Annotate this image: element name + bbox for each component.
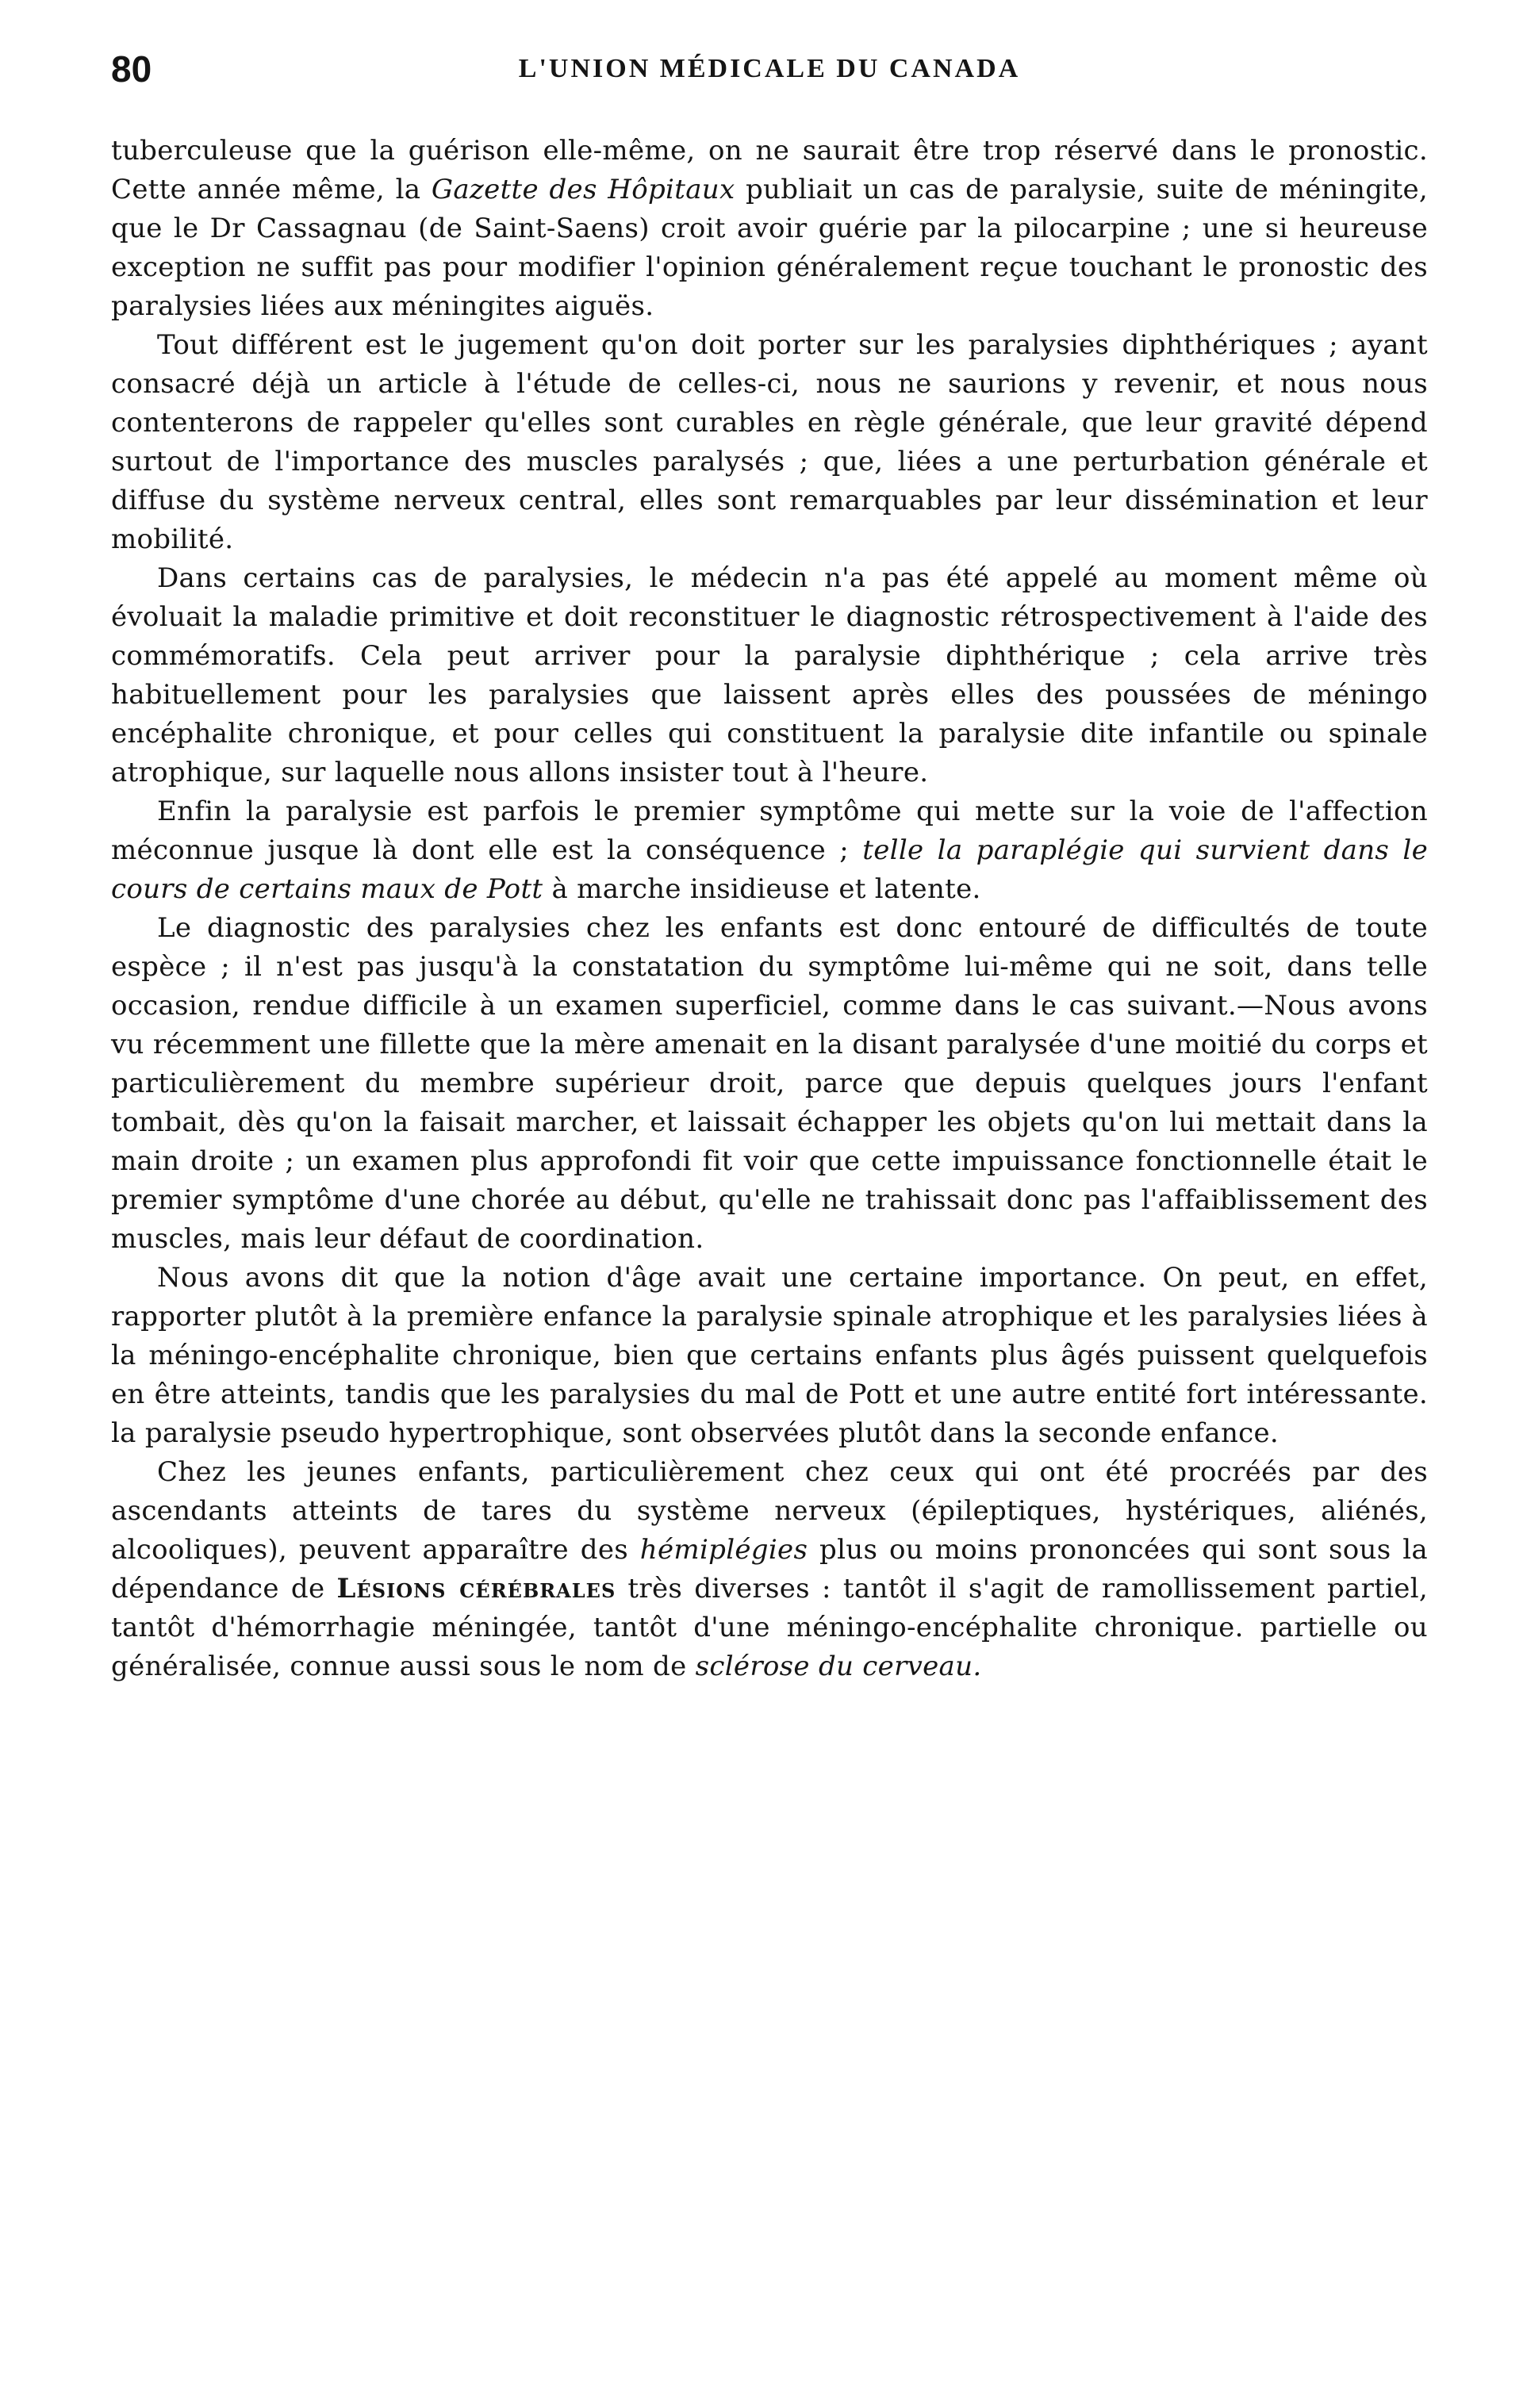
text-run: publiait un cas de paralysie, suite de méningite, que le Dr Cassagnau (de Saint-Saens) croit avoir guérie par la pilocarpine ; une si heureuse exception ne suffit pas pour modifier l'opinion généralement reçue touchant le pronostic des paralysies liées aux méningites aiguës. (111, 174, 1428, 322)
text-run: hémiplégies (639, 1534, 808, 1566)
text-run: tuberculeuse que la guérison elle-même, on ne saurait être trop réservé dans le pronostic. Cette année même, la (111, 135, 1428, 205)
text-run: Nous avons dit que la notion d'âge avait une certaine importance. On peut, en effet, rapporter plutôt à la première enfance la paralysie spinale atrophique et les paralysies liées à la méningo-encéphalite chronique, bien que certains enfants plus âgés puissent quelquefois en être atteints, tandis que les paralysies du mal de Pott et une autre entité fort intéressante. la paralysie pseudo hypertrophique, sont observées plutôt dans la seconde enfance. (111, 1262, 1428, 1449)
paragraph (111, 559, 1428, 792)
text-run: Gazette des Hôpitaux (431, 174, 735, 205)
text-run: à marche insidieuse et latente. (543, 873, 981, 905)
text-run: sclérose du cerveau. (695, 1651, 982, 1682)
paragraph (111, 1259, 1428, 1453)
page-number: 80 (111, 48, 152, 90)
body-text (111, 132, 1428, 1686)
journal-title: L'UNION MÉDICALE DU CANADA (518, 54, 1021, 83)
running-head (111, 48, 1428, 103)
text-run: Enfin la paralysie est parfois le premier symptôme qui mette sur la voie de l'affection méconnue jusque là dont elle est la conséquence ; (111, 796, 1428, 866)
paragraph (111, 792, 1428, 909)
paragraph (111, 326, 1428, 559)
text-run: telle la paraplégie qui survient dans le cours de certains maux de Pott (111, 834, 1428, 905)
paragraph (111, 132, 1428, 326)
text-run: plus ou moins prononcées qui sont sous la dépendance de (111, 1534, 1428, 1605)
text-run: très diverses : tantôt il s'agit de ramollissement partiel, tantôt d'hémorrhagie méningée, tantôt d'une méningo-encéphalite chronique. partielle ou généralisée, connue aussi sous le nom de (111, 1573, 1428, 1682)
text-run: Dans certains cas de paralysies, le médecin n'a pas été appelé au moment même où évoluait la maladie primitive et doit reconstituer le diagnostic rétrospectivement à l'aide des commémoratifs. Cela peut arriver pour la paralysie diphthérique ; cela arrive très habituellement pour les paralysies que laissent après elles des poussées de méningo encéphalite chronique, et pour celles qui constituent la paralysie dite infantile ou spinale atrophique, sur laquelle nous allons insister tout à l'heure. (111, 562, 1428, 788)
paragraph (111, 909, 1428, 1259)
text-run: Le diagnostic des paralysies chez les enfants est donc entouré de difficultés de toute espèce ; il n'est pas jusqu'à la constatation du symptôme lui-même qui ne soit, dans telle occasion, rendue difficile à un examen superficiel, comme dans le cas suivant.—Nous avons vu récemment une fillette que la mère amenait en la disant paralysée d'une moitié du corps et particulièrement du membre supérieur droit, parce que depuis quelques jours l'enfant tombait, dès qu'on la faisait marcher, et laissait échapper les objets qu'on lui mettait dans la main droite ; un examen plus approfondi fit voir que cette impuissance fonctionnelle était le premier symptôme d'une chorée au début, qu'elle ne trahissait donc pas l'affaiblissement des muscles, mais leur défaut de coordination. (111, 912, 1428, 1255)
paragraph (111, 1453, 1428, 1686)
text-run: Tout différent est le jugement qu'on doit porter sur les paralysies diphthériques ; ayant consacré déjà un article à l'étude de celles-ci, nous ne saurions y revenir, et nous nous contenterons de rappeler qu'elles sont curables en règle générale, que leur gravité dépend surtout de l'importance des muscles paralysés ; que, liées a une perturbation générale et diffuse du système nerveux central, elles sont remarquables par leur dissémination et leur mobilité. (111, 329, 1428, 555)
text-run: Lésions cérébrales (336, 1573, 616, 1605)
book-page (111, 48, 1428, 2372)
text-run: Chez les jeunes enfants, particulièrement chez ceux qui ont été procréés par des ascendants atteints de tares du système nerveux (épileptiques, hystériques, aliénés, alcooliques), peuvent apparaître des (111, 1456, 1428, 1566)
